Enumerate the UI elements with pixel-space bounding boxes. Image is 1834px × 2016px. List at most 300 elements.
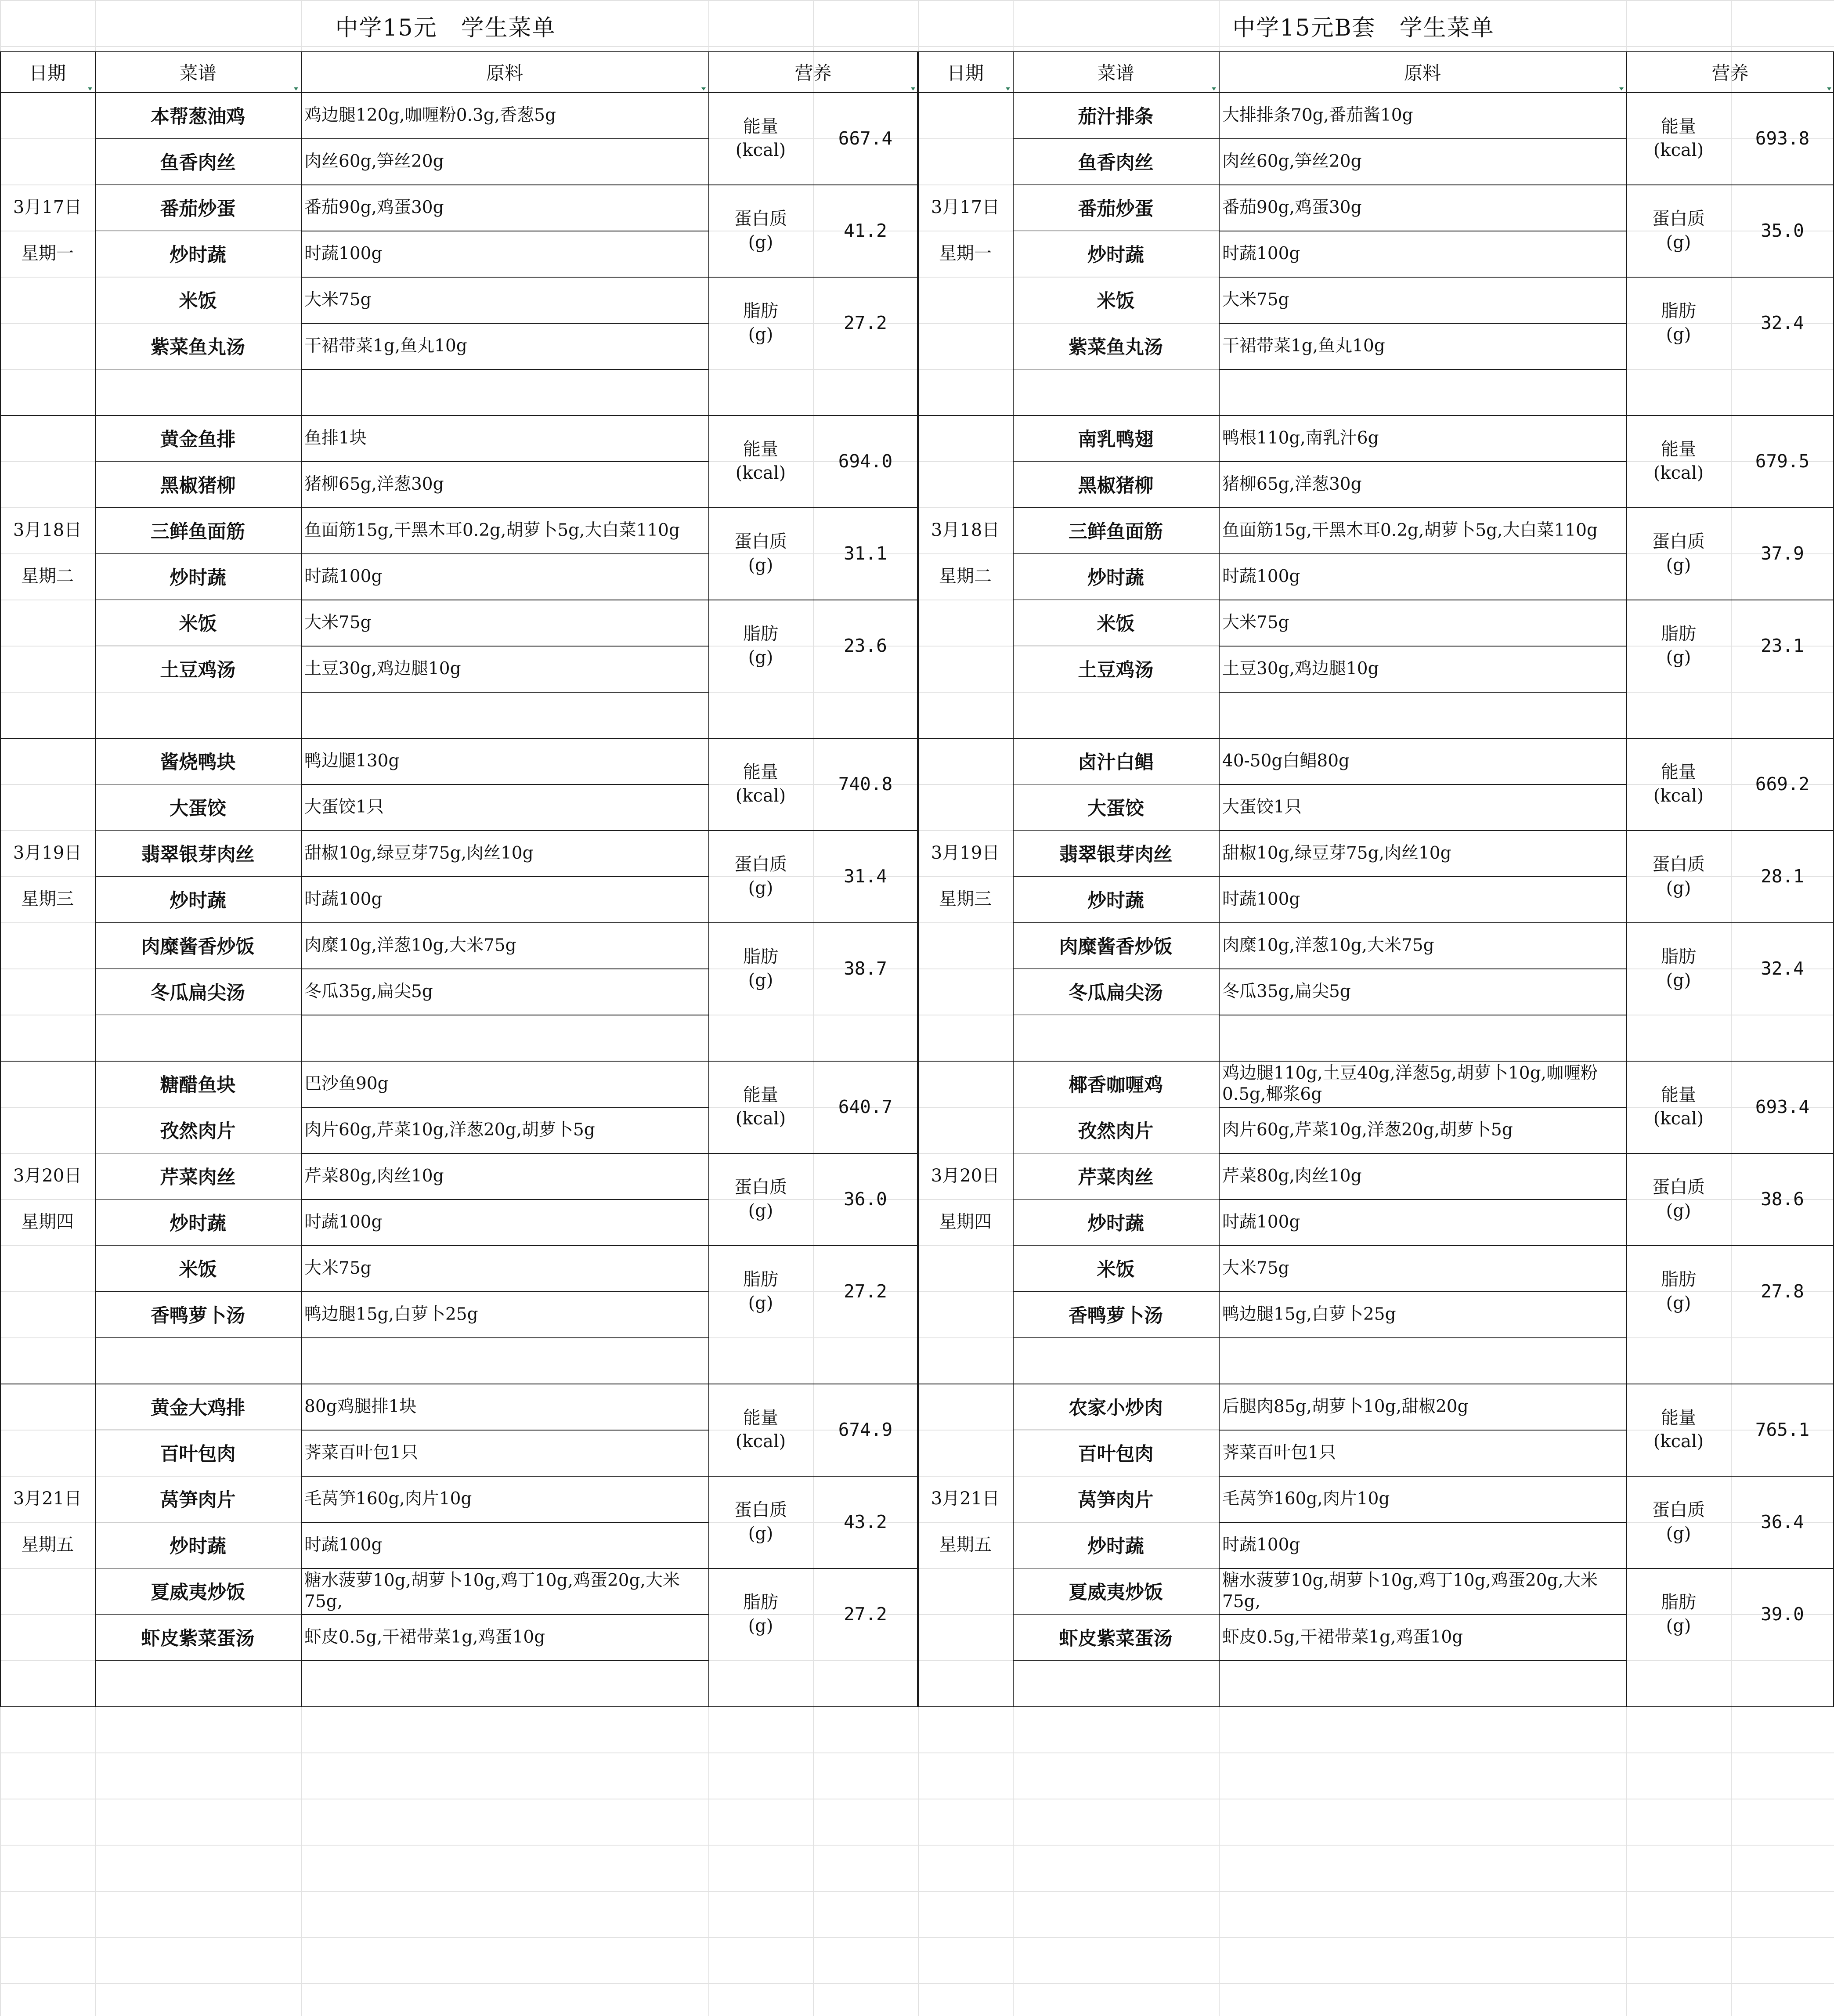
nutrition-value: 740.8 (838, 773, 893, 795)
dish-name: 夏威夷炒饭 (151, 1582, 245, 1604)
dish-name: 米饭 (179, 290, 217, 312)
weekday-text: 星期一 (21, 243, 74, 264)
filter-dropdown-icon[interactable] (911, 87, 915, 90)
nutrient-name: 能量 (743, 116, 778, 137)
dish-ingredients (1219, 1061, 1626, 1107)
filter-dropdown-icon[interactable] (294, 87, 298, 90)
row-border (1219, 1660, 1626, 1661)
nutrient-unit: (g) (1666, 1616, 1691, 1636)
dish-name: 肉糜酱香炒饭 (141, 936, 255, 958)
table-bottom-border (0, 1706, 918, 1707)
dish-name: 紫菜鱼丸汤 (151, 336, 245, 358)
nutrient-name: 脂肪 (743, 1592, 778, 1612)
dish-ingredients (301, 138, 708, 184)
dish-name: 夏威夷炒饭 (1069, 1582, 1163, 1604)
nutrient-name: 脂肪 (1661, 947, 1696, 967)
dish-ingredients (1219, 507, 1626, 553)
header-nutrition-label: 营养 (794, 62, 832, 84)
dish-name: 三鲜鱼面筋 (1069, 521, 1163, 543)
row-border (1219, 369, 1626, 370)
ingredients-text: 虾皮0.5g,干裙带菜1g,鸡蛋10g (1222, 1627, 1463, 1647)
dish-ingredients (301, 600, 708, 646)
nutrient-name: 脂肪 (743, 1269, 778, 1290)
dish-name: 炒时蔬 (170, 890, 226, 912)
nutrition-value: 35.0 (1761, 220, 1804, 241)
nutrient-name: 蛋白质 (1652, 209, 1705, 229)
ingredients-text: 大蛋饺1只 (1222, 797, 1302, 817)
ingredients-text: 大米75g (304, 612, 372, 632)
nutrition-label (708, 1061, 813, 1153)
nutrient-name: 蛋白质 (734, 854, 787, 874)
nutrient-name: 脂肪 (743, 947, 778, 967)
weekday-text: 星期五 (939, 1535, 992, 1555)
ingredients-text: 后腿肉85g,胡萝卜10g,甜椒20g (1222, 1396, 1469, 1416)
nutrition-label (1626, 415, 1731, 507)
ingredients-text: 肉片60g,芹菜10g,洋葱20g,胡萝卜5g (304, 1120, 595, 1140)
dish-name: 米饭 (1097, 1259, 1135, 1281)
dish-ingredients (1219, 1568, 1626, 1614)
ingredients-text: 大排排条70g,番茄酱10g (1222, 105, 1413, 125)
nutrient-unit: (g) (1666, 555, 1691, 575)
nutrient-unit: (g) (1666, 232, 1691, 253)
day-block-border (0, 415, 918, 416)
nutrient-name: 能量 (743, 1085, 778, 1105)
row-border (708, 830, 918, 831)
nutrient-unit: (kcal) (735, 140, 786, 160)
row-border (301, 184, 708, 185)
row-border (708, 1568, 918, 1569)
row-border (1626, 1476, 1834, 1477)
nutrition-value: 27.8 (1761, 1281, 1804, 1302)
row-border (301, 1660, 708, 1661)
header-ingredients-label: 原料 (486, 62, 523, 84)
dish-ingredients (301, 1430, 708, 1476)
row-border (1013, 461, 1219, 462)
row-border (301, 922, 708, 923)
nutrition-value: 37.9 (1761, 543, 1804, 564)
row-border (95, 876, 301, 877)
filter-dropdown-icon[interactable] (88, 87, 92, 90)
dish-ingredients (1219, 646, 1626, 692)
row-border (708, 922, 918, 923)
row-border (1013, 1614, 1219, 1615)
dish-name: 糖醋鱼块 (160, 1074, 236, 1096)
header-nutrition[interactable] (1626, 51, 1834, 92)
weekday-text: 星期三 (21, 889, 74, 909)
ingredients-text: 荠菜百叶包1只 (304, 1442, 418, 1463)
row-border (1626, 922, 1834, 923)
dish-name: 炒时蔬 (170, 1213, 226, 1235)
header-ingredients[interactable] (301, 51, 708, 92)
column-border (918, 51, 919, 1706)
dish-name: 大蛋饺 (170, 798, 226, 820)
dish-name: 紫菜鱼丸汤 (1069, 336, 1163, 358)
row-border (1219, 461, 1626, 462)
row-border (301, 968, 708, 969)
nutrition-value: 31.1 (844, 543, 887, 564)
nutrient-unit: (kcal) (735, 786, 786, 806)
date-text: 3月17日 (931, 197, 1000, 217)
dish-name: 米饭 (179, 1259, 217, 1281)
row-border (301, 1245, 708, 1246)
day-block-border (918, 415, 1834, 416)
column-border (1013, 51, 1014, 1706)
nutrient-unit: (kcal) (735, 463, 786, 483)
nutrition-value: 667.4 (838, 128, 893, 149)
dish-ingredients (1219, 1384, 1626, 1430)
ingredients-text: 土豆30g,鸡边腿10g (1222, 658, 1379, 679)
dish-ingredients (1219, 553, 1626, 600)
dish-ingredients (301, 876, 708, 922)
column-border (0, 51, 1, 1706)
date-cell (0, 507, 95, 600)
row-border (301, 830, 708, 831)
dish-name: 黑椒猪柳 (160, 475, 236, 497)
row-border (1219, 553, 1626, 554)
nutrition-value: 38.6 (1761, 1189, 1804, 1210)
weekday-text: 星期二 (939, 566, 992, 586)
date-text: 3月21日 (931, 1489, 1000, 1509)
dish-name: 香鸭萝卜汤 (151, 1305, 245, 1327)
ingredients-text: 肉丝60g,笋丝20g (1222, 151, 1362, 171)
row-border (1013, 876, 1219, 877)
nutrition-label (708, 600, 813, 692)
nutrient-unit: (g) (748, 555, 773, 575)
column-border (1626, 51, 1627, 1706)
filter-dropdown-icon[interactable] (1827, 87, 1831, 90)
row-border (301, 646, 708, 647)
nutrition-label (708, 415, 813, 507)
date-cell (918, 1153, 1013, 1245)
dish-ingredients (1219, 830, 1626, 876)
nutrition-value: 27.2 (844, 312, 887, 333)
row-border (1219, 692, 1626, 693)
dish-ingredients (1219, 1199, 1626, 1245)
nutrition-label (708, 1245, 813, 1337)
dish-ingredients (1219, 1476, 1626, 1522)
date-cell (918, 830, 1013, 922)
dish-ingredients (1219, 231, 1626, 277)
dish-name: 炒时蔬 (1087, 244, 1144, 266)
row-border (95, 922, 301, 923)
dish-name: 肉糜酱香炒饭 (1059, 936, 1173, 958)
weekday-text: 星期五 (21, 1535, 74, 1555)
dish-name: 土豆鸡汤 (160, 659, 236, 681)
dish-ingredients (301, 738, 708, 784)
row-border (1013, 1245, 1219, 1246)
dish-ingredients (1219, 138, 1626, 184)
dish-ingredients (301, 784, 708, 830)
dish-name: 芹菜肉丝 (160, 1167, 236, 1189)
nutrition-value: 23.1 (1761, 635, 1804, 656)
day-block-border (0, 738, 918, 739)
row-border (1219, 1522, 1626, 1523)
date-text: 3月20日 (13, 1166, 82, 1186)
dish-ingredients (1219, 92, 1626, 138)
dish-name: 冬瓜扁尖汤 (1069, 982, 1163, 1004)
nutrient-unit: (kcal) (1653, 786, 1704, 806)
nutrition-label (1626, 184, 1731, 277)
dish-ingredients (301, 968, 708, 1015)
header-nutrition[interactable] (708, 51, 918, 92)
weekday-text: 星期三 (939, 889, 992, 909)
dish-ingredients (1219, 1153, 1626, 1199)
header-date[interactable] (918, 51, 1013, 92)
filter-dropdown-icon[interactable] (1006, 87, 1010, 90)
filter-dropdown-icon[interactable] (1619, 87, 1624, 90)
nutrition-label (1626, 600, 1731, 692)
ingredients-text: 大米75g (304, 1258, 372, 1278)
dish-name: 百叶包肉 (160, 1443, 236, 1465)
weekday-text: 星期一 (939, 243, 992, 264)
date-text: 3月18日 (13, 520, 82, 540)
row-border (95, 1614, 301, 1615)
row-border (301, 876, 708, 877)
row-border (301, 507, 708, 508)
dish-ingredients (301, 1614, 708, 1660)
row-border (1219, 876, 1626, 877)
nutrition-value: 694.0 (838, 451, 893, 472)
nutrition-label (708, 830, 813, 922)
ingredients-text: 大米75g (304, 289, 372, 310)
header-border (918, 51, 1834, 52)
filter-dropdown-icon[interactable] (1212, 87, 1216, 90)
row-border (301, 1522, 708, 1523)
ingredients-text: 糖水菠萝10g,胡萝卜10g,鸡丁10g,鸡蛋20g,大米75g, (304, 1570, 680, 1611)
ingredients-text: 时蔬100g (304, 243, 383, 264)
dish-ingredients (301, 1476, 708, 1522)
dish-name: 米饭 (1097, 613, 1135, 635)
dish-name: 三鲜鱼面筋 (151, 521, 245, 543)
row-border (301, 1568, 708, 1569)
date-text: 3月18日 (931, 520, 1000, 540)
ingredients-text: 时蔬100g (1222, 1535, 1300, 1555)
gridline (0, 1752, 1834, 1753)
ingredients-text: 甜椒10g,绿豆芽75g,肉丝10g (1222, 843, 1451, 863)
nutrient-unit: (kcal) (1653, 463, 1704, 483)
row-border (1219, 646, 1626, 647)
row-border (301, 1430, 708, 1431)
row-border (1219, 1107, 1626, 1108)
ingredients-text: 鱼面筋15g,干黑木耳0.2g,胡萝卜5g,大白菜110g (304, 520, 680, 540)
row-border (1013, 507, 1219, 508)
header-border (918, 92, 1834, 93)
header-date-label: 日期 (29, 62, 66, 84)
ingredients-text: 时蔬100g (1222, 889, 1300, 909)
ingredients-text: 肉丝60g,笋丝20g (304, 151, 444, 171)
day-block-border (0, 1061, 918, 1062)
row-border (95, 507, 301, 508)
dish-ingredients (1219, 461, 1626, 507)
ingredients-text: 甜椒10g,绿豆芽75g,肉丝10g (304, 843, 534, 863)
nutrient-name: 蛋白质 (734, 1500, 787, 1520)
date-text: 3月19日 (931, 843, 1000, 863)
row-border (301, 1614, 708, 1615)
nutrient-unit: (g) (1666, 325, 1691, 345)
ingredients-text: 大蛋饺1只 (304, 797, 384, 817)
nutrient-name: 脂肪 (1661, 1269, 1696, 1290)
nutrition-value: 674.9 (838, 1419, 893, 1440)
header-ingredients-label: 原料 (1404, 62, 1441, 84)
dish-name: 炒时蔬 (1087, 890, 1144, 912)
dish-ingredients (1219, 1245, 1626, 1291)
dish-name: 炒时蔬 (1087, 567, 1144, 589)
nutrition-value: 23.6 (844, 635, 887, 656)
dish-name: 酱烧鸭块 (160, 751, 236, 773)
header-dish[interactable] (1013, 51, 1219, 92)
dish-ingredients (301, 323, 708, 369)
dish-ingredients (301, 1199, 708, 1245)
nutrient-name: 能量 (743, 762, 778, 782)
row-border (1013, 830, 1219, 831)
row-border (1626, 507, 1834, 508)
dish-name: 百叶包肉 (1078, 1443, 1154, 1465)
filter-dropdown-icon[interactable] (701, 87, 706, 90)
dish-name: 炒时蔬 (1087, 1535, 1144, 1557)
row-border (95, 1337, 301, 1338)
row-border (95, 184, 301, 185)
dish-name: 椰香咖喱鸡 (1069, 1074, 1163, 1096)
nutrition-label (708, 92, 813, 184)
ingredients-text: 大米75g (1222, 289, 1289, 310)
ingredients-text: 番茄90g,鸡蛋30g (1222, 197, 1362, 217)
dish-name: 炒时蔬 (170, 567, 226, 589)
row-border (1219, 1430, 1626, 1431)
date-cell (0, 830, 95, 922)
column-border (1219, 51, 1220, 1706)
date-cell (918, 1476, 1013, 1568)
dish-name: 翡翠银芽肉丝 (141, 844, 255, 866)
ingredients-text: 鸭边腿15g,白萝卜25g (1222, 1304, 1396, 1324)
ingredients-text: 肉片60g,芹菜10g,洋葱20g,胡萝卜5g (1222, 1120, 1513, 1140)
row-border (1626, 1153, 1834, 1154)
row-border (1626, 1245, 1834, 1246)
nutrient-name: 蛋白质 (734, 531, 787, 552)
ingredients-text: 鸡边腿120g,咖喱粉0.3g,香葱5g (304, 105, 556, 125)
dish-name: 黑椒猪柳 (1078, 475, 1154, 497)
dish-ingredients (301, 1245, 708, 1291)
dish-ingredients (1219, 738, 1626, 784)
ingredients-text: 大米75g (1222, 612, 1289, 632)
nutrition-value: 36.4 (1761, 1511, 1804, 1532)
nutrition-label (708, 507, 813, 600)
ingredients-text: 40-50g白鲳80g (1222, 751, 1350, 771)
gridline (0, 1983, 1834, 1984)
nutrient-unit: (g) (1666, 1293, 1691, 1313)
ingredients-text: 芹菜80g,肉丝10g (304, 1166, 444, 1186)
menu-title-a: 中学15元 学生菜单 (335, 15, 556, 41)
ingredients-text: 干裙带菜1g,鱼丸10g (304, 336, 467, 356)
row-border (1219, 1476, 1626, 1477)
row-border (708, 184, 918, 185)
dish-name: 虾皮紫菜蛋汤 (1059, 1628, 1173, 1650)
row-border (1013, 1337, 1219, 1338)
day-block-border (918, 738, 1834, 739)
ingredients-text: 芹菜80g,肉丝10g (1222, 1166, 1362, 1186)
dish-name: 孜然肉片 (1078, 1120, 1154, 1142)
header-ingredients[interactable] (1219, 51, 1626, 92)
dish-ingredients (301, 1522, 708, 1568)
date-cell (918, 184, 1013, 277)
dish-ingredients (1219, 1522, 1626, 1568)
row-border (1219, 830, 1626, 831)
nutrition-label (1626, 507, 1731, 600)
row-border (1219, 323, 1626, 324)
dish-ingredients (301, 1107, 708, 1153)
row-border (301, 1337, 708, 1338)
row-border (95, 1245, 301, 1246)
dish-ingredients (301, 277, 708, 323)
day-block-border (918, 1061, 1834, 1062)
nutrient-name: 蛋白质 (1652, 531, 1705, 552)
nutrient-name: 脂肪 (1661, 1592, 1696, 1612)
row-border (1626, 1568, 1834, 1569)
dish-ingredients (1219, 415, 1626, 461)
ingredients-text: 80g鸡腿排1块 (304, 1396, 417, 1416)
ingredients-text: 土豆30g,鸡边腿10g (304, 658, 461, 679)
row-border (301, 277, 708, 278)
dish-name: 大蛋饺 (1087, 798, 1144, 820)
row-border (1013, 184, 1219, 185)
nutrient-unit: (kcal) (1653, 1431, 1704, 1452)
dish-ingredients (1219, 1107, 1626, 1153)
row-border (1626, 184, 1834, 185)
nutrition-label (1626, 1153, 1731, 1245)
header-border (0, 92, 918, 93)
row-border (1219, 922, 1626, 923)
nutrient-unit: (g) (748, 325, 773, 345)
date-cell (0, 184, 95, 277)
nutrient-name: 能量 (1661, 116, 1696, 137)
row-border (301, 323, 708, 324)
nutrient-name: 能量 (1661, 439, 1696, 459)
nutrient-unit: (g) (748, 1201, 773, 1221)
header-dish-label: 菜谱 (1097, 62, 1134, 84)
header-dish-label: 菜谱 (179, 62, 217, 84)
nutrient-name: 蛋白质 (1652, 1500, 1705, 1520)
row-border (95, 1291, 301, 1292)
dish-ingredients (301, 184, 708, 231)
nutrition-value: 39.0 (1761, 1604, 1804, 1625)
dish-ingredients (301, 507, 708, 553)
nutrient-name: 能量 (743, 1408, 778, 1428)
nutrient-unit: (g) (748, 1524, 773, 1544)
ingredients-text: 鸡边腿110g,土豆40g,洋葱5g,胡萝卜10g,咖喱粉0.5g,椰浆6g (1222, 1063, 1598, 1104)
nutrition-label (708, 1153, 813, 1245)
ingredients-text: 毛莴笋160g,肉片10g (1222, 1489, 1390, 1509)
ingredients-text: 鸭边腿15g,白萝卜25g (304, 1304, 478, 1324)
date-text: 3月20日 (931, 1166, 1000, 1186)
dish-name: 鱼香肉丝 (1078, 152, 1154, 174)
ingredients-text: 糖水菠萝10g,胡萝卜10g,鸡丁10g,鸡蛋20g,大米75g, (1222, 1570, 1598, 1611)
row-border (301, 461, 708, 462)
row-border (1219, 784, 1626, 785)
row-border (95, 461, 301, 462)
nutrient-unit: (kcal) (735, 1109, 786, 1129)
nutrition-value: 27.2 (844, 1281, 887, 1302)
nutrition-value: 27.2 (844, 1604, 887, 1625)
dish-ingredients (301, 231, 708, 277)
dish-name: 茄汁排条 (1078, 106, 1154, 128)
dish-ingredients (1219, 876, 1626, 922)
header-dish[interactable] (95, 51, 301, 92)
nutrition-label (708, 738, 813, 830)
header-date[interactable] (0, 51, 95, 92)
nutrition-label (708, 922, 813, 1015)
row-border (1219, 277, 1626, 278)
column-border (708, 51, 709, 1706)
header-date-label: 日期 (946, 62, 984, 84)
